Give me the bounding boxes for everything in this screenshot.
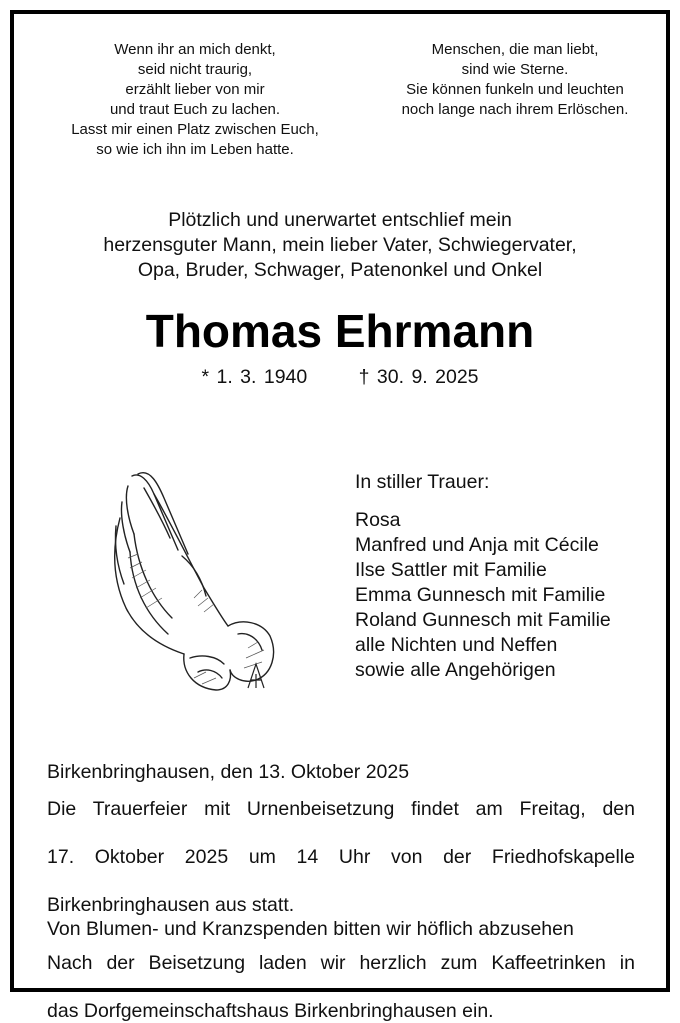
funeral-line: Die Trauerfeier mit Urnenbeisetzung findet am Freitag, den (47, 798, 635, 820)
life-dates (14, 366, 666, 389)
mourner: sowie alle Angehörigen (355, 659, 556, 681)
mourner: Ilse Sattler mit Familie (355, 559, 547, 581)
mourner: Roland Gunnesch mit Familie (355, 609, 611, 631)
poem-left: Wenn ihr an mich denkt, seid nicht traurig, erzählt lieber von mir und traut Euch zu lachen. Lasst mir einen Platz zwischen Euch, so wie ich ihn im Leben hatte. (71, 41, 319, 158)
place-date: Birkenbringhausen, den 13. Oktober 2025 (47, 761, 410, 783)
mourner: alle Nichten und Neffen (355, 634, 558, 656)
funeral-line: 17. Oktober 2025 um 14 Uhr von der Friedhofskapelle (47, 846, 635, 868)
announcement-details (47, 760, 635, 1023)
poem-right: Menschen, die man liebt, sind wie Sterne. Sie können funkeln und leuchten noch lange nach ihrem Erlöschen. (401, 41, 629, 118)
obituary-frame (10, 10, 670, 1022)
mourner: Manfred und Anja mit Cécile (355, 534, 599, 556)
mourners-heading: In stiller Trauer: (355, 471, 490, 493)
intro-text: Plötzlich und unerwartet entschlief mein herzensguter Mann, mein lieber Vater, Schwiegervater, Opa, Bruder, Schwager, Patenonkel und Onkel (103, 209, 577, 281)
death-date: † 30. 9. 2025 (358, 366, 479, 388)
birth-date: * 1. 3. 1940 (201, 366, 308, 388)
mourners-list (355, 470, 611, 683)
funeral-line: Birkenbringhausen aus statt. (47, 894, 295, 916)
flowers-note: Von Blumen- und Kranzspenden bitten wir höflich abzusehen (47, 918, 574, 940)
coffee-line: das Dorfgemeinschaftshaus Birkenbringhausen ein. (47, 1000, 494, 1022)
deceased-name: Thomas Ehrmann (145, 305, 535, 357)
praying-hands-icon (98, 458, 288, 698)
coffee-line: Nach der Beisetzung laden wir herzlich zum Kaffeetrinken in (47, 952, 635, 974)
mourner: Rosa (355, 509, 401, 531)
mourner: Emma Gunnesch mit Familie (355, 584, 606, 606)
